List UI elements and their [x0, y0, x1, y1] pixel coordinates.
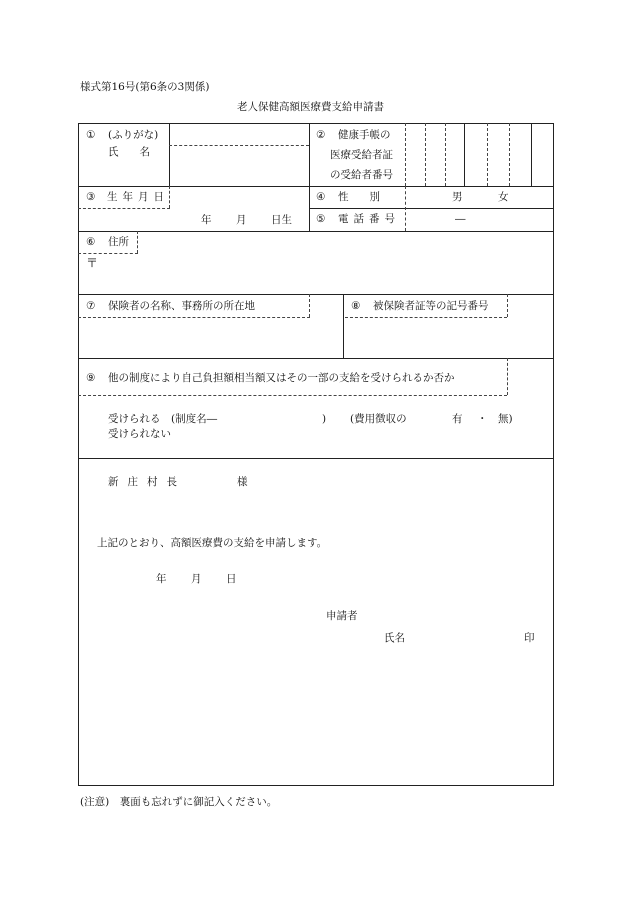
applicant-name-label: 氏名 — [384, 632, 405, 644]
addressee-mayor: 新庄村長 — [108, 476, 186, 488]
form-title: 老人保健高額医療費支給申請書 — [237, 101, 384, 113]
birth-year-suffix: 年 — [201, 214, 212, 226]
item9-number: ⑨ — [86, 372, 96, 384]
row2-bottom-line — [78, 231, 554, 232]
insured-number-label: 被保険者証等の記号番号 — [373, 300, 489, 312]
phone-dash: ― — [455, 213, 466, 225]
furigana-dashed-line — [169, 145, 309, 146]
name-label: 氏 名 — [108, 146, 150, 158]
item8-number: ⑧ — [351, 300, 361, 312]
item4-number: ④ — [316, 191, 326, 203]
applicant-label: 申請者 — [326, 610, 358, 622]
item6-number: ⑥ — [86, 236, 96, 248]
option-cannot-receive: 受けられない — [108, 428, 171, 440]
postal-mark: 〒 — [86, 256, 99, 270]
insurer-label-dashed-vline — [309, 294, 310, 317]
addressee-honorific: 様 — [237, 476, 248, 488]
number-box-divider-2 — [445, 123, 446, 186]
system-name-label: (制度名― — [171, 413, 218, 425]
sex-option-female: 女 — [498, 191, 509, 203]
sex-option-male: 男 — [452, 191, 463, 203]
application-day-suffix: 日 — [226, 573, 237, 585]
application-statement: 上記のとおり、高額医療費の支給を申請します。 — [97, 537, 328, 549]
seal-mark: 印 — [524, 632, 535, 644]
address-label-dashed-line — [78, 253, 138, 254]
birth-label-dashed-line — [78, 208, 170, 209]
cost-option-separator: ・ — [477, 413, 488, 425]
birth-label-dashed-vline — [169, 186, 170, 208]
row1-name-label-divider — [169, 123, 170, 186]
option-can-receive: 受けられる — [108, 413, 161, 425]
insurer-label: 保険者の名称、事務所の所在地 — [108, 300, 255, 312]
sex-label: 性 別 — [338, 191, 380, 203]
sex-label-dashed-vline — [405, 186, 406, 231]
row4-bottom-line — [78, 358, 554, 359]
health-label-line-2: 医療受給者証 — [330, 149, 393, 161]
birth-month-suffix: 月 — [236, 214, 247, 226]
question-dashed-vline — [507, 358, 508, 395]
phone-label: 電話番号 — [338, 213, 400, 225]
number-box-divider-3 — [464, 123, 465, 186]
footer-note: (注意) 裏面も忘れずに御記入ください。 — [80, 796, 278, 808]
item3-number: ③ — [86, 191, 96, 203]
item5-number: ⑤ — [316, 213, 326, 225]
insured-label-dashed-vline — [507, 294, 508, 317]
application-month-suffix: 月 — [191, 573, 202, 585]
birth-day-suffix: 日生 — [271, 214, 292, 226]
question-dashed-line — [78, 395, 507, 396]
row2-mid-line — [309, 208, 554, 209]
number-box-divider-4 — [487, 123, 488, 186]
health-label-dashed-divider — [405, 123, 406, 186]
cost-collection-label: (費用徴収の — [350, 413, 407, 425]
number-box-divider-5 — [509, 123, 510, 186]
health-label-line-3: の受給者番号 — [330, 169, 393, 181]
item1-number: ① — [86, 129, 96, 141]
system-name-close-paren: ) — [322, 413, 327, 425]
row1-2-center-divider — [309, 123, 310, 231]
form-number: 様式第16号(第6条の3関係) — [80, 81, 210, 93]
insurer-label-dashed-line — [78, 317, 310, 318]
cost-option-no: 無) — [498, 413, 513, 425]
number-box-divider-6 — [531, 123, 532, 186]
number-box-divider-1 — [425, 123, 426, 186]
furigana-label: (ふりがな) — [108, 129, 159, 141]
application-year-suffix: 年 — [156, 573, 167, 585]
address-label: 住所 — [108, 236, 129, 248]
insured-label-dashed-line — [345, 317, 507, 318]
row3-bottom-line — [78, 294, 554, 295]
birth-date-label: 生年月日 — [107, 191, 169, 203]
row4-divider — [343, 294, 344, 358]
item7-number: ⑦ — [86, 300, 96, 312]
health-label-line-1: 健康手帳の — [338, 129, 391, 141]
other-system-question: 他の制度により自己負担額相当額又はその一部の支給を受けられるか否か — [108, 372, 455, 384]
address-label-dashed-vline — [137, 231, 138, 253]
row1-bottom-line — [78, 186, 554, 187]
item2-number: ② — [316, 129, 326, 141]
row5-bottom-line — [78, 458, 554, 459]
cost-option-yes: 有 — [452, 413, 463, 425]
